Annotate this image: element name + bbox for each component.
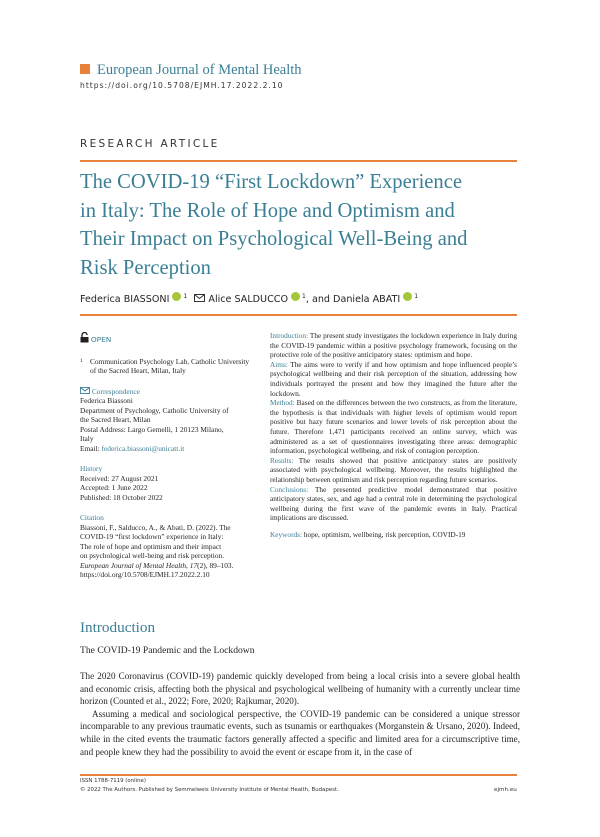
history-line: Accepted: 1 June 2022 — [80, 483, 148, 492]
abstract-label: Results: — [270, 455, 294, 465]
authors-rule — [80, 314, 517, 316]
footer-copyright: © 2022 The Authors. Published by Semmelweis University Institute of Mental Health, Budapest. — [80, 787, 339, 793]
introduction-body — [80, 670, 520, 758]
author-name[interactable]: Federica BIASSONI — [80, 294, 170, 305]
email-label: Email: — [80, 443, 102, 453]
header-rule — [80, 160, 517, 162]
journal-logo-square — [80, 64, 90, 74]
history-line: Received: 27 August 2021 — [80, 473, 159, 483]
abstract-label: Method: — [270, 398, 295, 408]
citation-issue: (2), 89–103. — [197, 560, 234, 570]
author-list — [80, 292, 418, 305]
keywords-label: Keywords: — [270, 529, 303, 539]
orcid-icon[interactable] — [403, 292, 412, 301]
subsection-heading: The COVID-19 Pandemic and the Lockdown — [80, 645, 255, 656]
envelope-icon — [80, 387, 90, 394]
title-line: Risk Perception — [80, 256, 211, 279]
affiliation-text: Communication Psychology Lab, Catholic University of the Sacred Heart, Milan, Italy — [90, 356, 250, 375]
section-heading-introduction: Introduction — [80, 619, 156, 636]
affiliation-marker: 1 — [414, 292, 419, 300]
body-paragraph: Assuming a medical and sociological perspective, the COVID-19 pandemic can be considered a unique stressor incomparable to any previous traumatic events, such as tsunamis or earthquakes (Morganstein & Ursano, 2020). Indeed, while in the cited events the traumatic factors generally affected a specific and limited area for a circumscriptive time, and people knew they had the possibility to avoid the event or escape from it, in the case of — [80, 708, 520, 757]
footer-rule — [80, 774, 517, 776]
correspondence-line: Department of Psychology, Catholic University of — [80, 405, 229, 415]
section-label: RESEARCH ARTICLE — [80, 138, 220, 150]
abstract-text: The present study investigates the lockdown experience in Italy during the COVID-19 pandemic within a positive psychology framework, focusing on the protective role of the positive anticipatory states: optimism and hope. — [270, 331, 517, 360]
article-title — [80, 168, 520, 282]
affiliation-marker: 1 — [183, 292, 188, 300]
envelope-icon[interactable] — [194, 294, 205, 302]
body-paragraph: The 2020 Coronavirus (COVID-19) pandemic quickly developed from being a local crisis into a severe global health and economic crisis, affecting both the physical and psychological wellbeing of humanity with a currently unclear time horizon (Counted et al., 2022; Fore, 2020; Rajkumar, 2020). — [80, 671, 520, 707]
affiliation — [80, 357, 255, 376]
abstract-text: Based on the differences between the two constructs, as from the literature, the hypothesis is that individuals with higher levels of optimism would report positive but hazy future scenarios and lower levels of risk perception about the future. Therefore 1,471 participants received an online survey, which was administered as a set of questionnaires investigating three areas: demographic information, psychological wellbeing, and risk of contagion perception. — [270, 398, 517, 456]
abstract-label: Introduction: — [270, 331, 309, 340]
abstract-aims — [270, 360, 517, 398]
affiliation-marker: 1 — [302, 292, 306, 300]
open-access-badge[interactable] — [80, 332, 255, 345]
correspondence-line: Federica Biassoni — [80, 396, 133, 405]
abstract-introduction — [270, 331, 517, 360]
citation-line: COVID-19 “first lockdown” experience in Italy: — [80, 532, 224, 541]
affiliation-number: 1 — [80, 357, 83, 364]
keywords-text: hope, optimism, wellbeing, risk perception, COVID-19 — [303, 529, 466, 539]
open-lock-icon — [80, 332, 89, 343]
title-line: The COVID-19 “First Lockdown” Experience — [80, 171, 463, 193]
abstract — [270, 331, 517, 539]
journal-name[interactable]: European Journal of Mental Health — [97, 62, 302, 78]
abstract-text: The presented predictive model demonstrated that positive anticipatory states, sex, and age had a central role in determining the psychological wellbeing during the first wave of the pandemic events in Italy. Practical implications are discussed. — [270, 484, 517, 523]
correspondence-line: Italy — [80, 434, 94, 443]
open-label: OPEN — [90, 335, 112, 344]
orcid-icon[interactable] — [172, 292, 181, 301]
abstract-label: Conclusions: — [270, 484, 309, 494]
footer-site-link[interactable]: ejmh.eu — [494, 787, 517, 793]
history-line: Published: 18 October 2022 — [80, 492, 163, 502]
history-label: History — [80, 464, 103, 473]
abstract-label: Aims: — [270, 359, 288, 369]
citation-source — [80, 561, 255, 571]
abstract-results — [270, 456, 517, 485]
correspondence-heading — [80, 387, 255, 397]
citation-line: on psychological well-being and risk perception. — [80, 551, 225, 560]
citation-doi[interactable]: https://doi.org/10.5708/EJMH.17.2022.2.10 — [80, 570, 210, 579]
citation-line: Biassoni, F., Salducco, A., & Abati, D. (2022). The — [80, 522, 231, 532]
abstract-text: The aims were to verify if and how optimism and hope influenced people’s psychological wellbeing and their risk perception of the situation, addressing how individuals portrayed the present and how they imagined the future after the lockdown. — [270, 359, 517, 398]
abstract-method — [270, 398, 517, 456]
correspondence-line: Postal Address: Largo Gemelli, 1 20123 Milano, — [80, 424, 224, 434]
citation-journal: European Journal of Mental Health, 17 — [80, 560, 198, 570]
title-line: in Italy: The Role of Hope and Optimism and — [80, 199, 455, 222]
email-link[interactable]: federica.biassoni@unicatt.it — [101, 443, 185, 453]
email-line — [80, 444, 255, 454]
author-name[interactable]: , and Daniela ABATI — [305, 294, 401, 305]
abstract-text: The results showed that positive anticipatory states are positively associated with psychological wellbeing. Moreover, the results highlighted the relationship between optimism and risk perception regarding future scenarios. — [270, 455, 517, 484]
correspondence-label: Correspondence — [91, 386, 140, 396]
correspondence-line: the Sacred Heart, Milan — [80, 415, 151, 424]
author-name[interactable]: Alice SALDUCCO — [208, 294, 289, 305]
article-sidebar — [80, 332, 255, 580]
journal-header — [80, 61, 302, 79]
abstract-conclusions — [270, 485, 517, 523]
citation-label: Citation — [80, 513, 104, 522]
citation-line: The role of hope and optimism and their impact — [80, 541, 222, 551]
orcid-icon[interactable] — [291, 292, 300, 301]
abstract-keywords — [270, 530, 517, 540]
footer-issn: ISSN 1788-7119 (online) — [80, 778, 146, 784]
title-line: Their Impact on Psychological Well-Being and — [80, 228, 468, 250]
doi-link[interactable]: https://doi.org/10.5708/EJMH.17.2022.2.10 — [80, 81, 284, 90]
